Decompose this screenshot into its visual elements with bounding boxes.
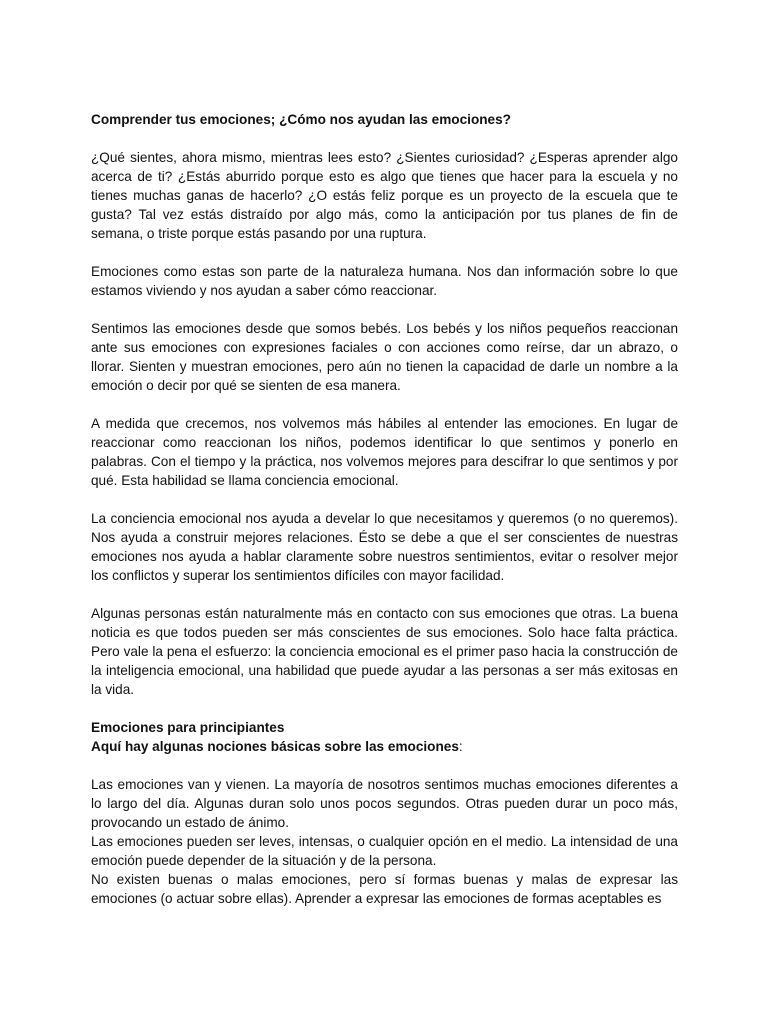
- section-intro: [91, 737, 678, 756]
- section-intro-colon: :: [458, 739, 463, 754]
- paragraph-4: A medida que crecemos, nos volvemos más hábiles al entender las emociones. En lugar de reaccionar como reaccionan los niños, podemos identificar lo que sentimos y ponerlo en palabras. Con el tiempo y la práctica, nos volvemos mejores para descifrar lo que sentimos y por qué. Esta habilidad se llama conciencia emocional.: [91, 416, 678, 488]
- document-body: [91, 110, 678, 908]
- document-title: Comprender tus emociones; ¿Cómo nos ayudan las emociones?: [91, 112, 511, 127]
- section-intro-bold: Aquí hay algunas nociones básicas sobre las emociones: [91, 739, 459, 754]
- point-2: Las emociones pueden ser leves, intensas, o cualquier opción en el medio. La intensidad de una emoción puede depender de la situación y de la persona.: [91, 834, 678, 868]
- paragraph-2: Emociones como estas son parte de la naturaleza humana. Nos dan información sobre lo que estamos viviendo y nos ayudan a saber cómo reaccionar.: [91, 264, 678, 298]
- paragraph-6: Algunas personas están naturalmente más en contacto con sus emociones que otras. La buena noticia es que todos pueden ser más conscientes de sus emociones. Solo hace falta práctica. Pero vale la pena el esfuerzo: la conciencia emocional es el primer paso hacia la construcción de la inteligencia emocional, una habilidad que puede ayudar a las personas a ser más exitosas en la vida.: [91, 606, 678, 697]
- section-heading: Emociones para principiantes: [91, 720, 285, 735]
- point-1: Las emociones van y vienen. La mayoría de nosotros sentimos muchas emociones diferentes a lo largo del día. Algunas duran solo unos pocos segundos. Otras pueden durar un poco más, provocando un estado de ánimo.: [91, 777, 678, 830]
- paragraph-3: Sentimos las emociones desde que somos bebés. Los bebés y los niños pequeños reaccionan ante sus emociones con expresiones faciales o con acciones como reírse, dar un abrazo, o llorar. Sienten y muestran emociones, pero aún no tienen la capacidad de darle un nombre a la emoción o decir por qué se sienten de esa manera.: [91, 321, 678, 393]
- paragraph-5: La conciencia emocional nos ayuda a develar lo que necesitamos y queremos (o no queremos). Nos ayuda a construir mejores relaciones. Ésto se debe a que el ser conscientes de nuestras emociones nos ayuda a hablar claramente sobre nuestros sentimientos, evitar o resolver mejor los conflictos y superar los sentimientos difíciles con mayor facilidad.: [91, 511, 678, 583]
- paragraph-1: ¿Qué sientes, ahora mismo, mientras lees esto? ¿Sientes curiosidad? ¿Esperas aprender algo acerca de ti? ¿Estás aburrido porque esto es algo que tienes que hacer para la escuela y no tienes muchas ganas de hacerlo? ¿O estás feliz porque es un proyecto de la escuela que te gusta? Tal vez estás distraído por algo más, como la anticipación por tus planes de fin de semana, o triste porque estás pasando por una ruptura.: [91, 150, 678, 241]
- point-3: No existen buenas o malas emociones, pero sí formas buenas y malas de expresar las emociones (o actuar sobre ellas). Aprender a expresar las emociones de formas aceptables es: [91, 872, 678, 906]
